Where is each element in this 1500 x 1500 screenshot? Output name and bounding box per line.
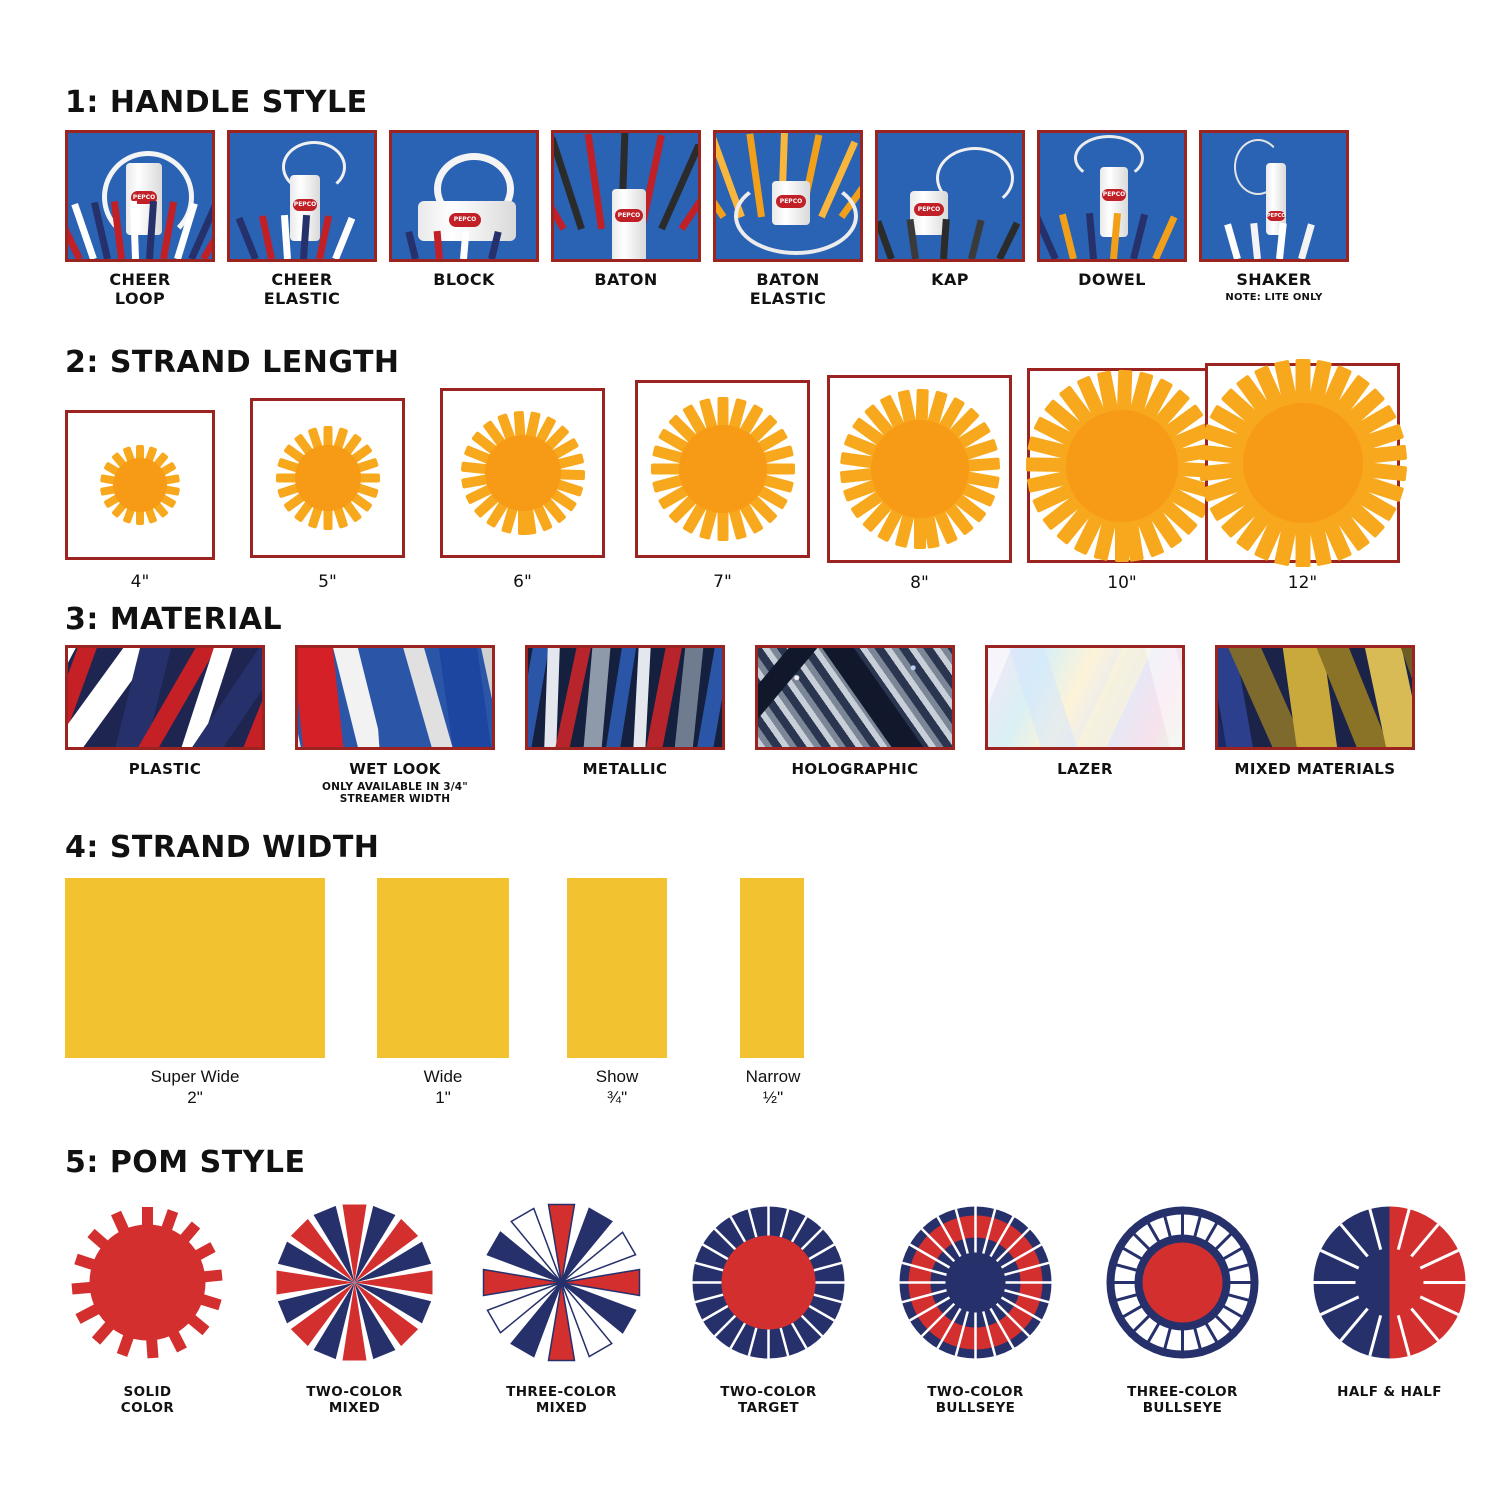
handle-note-shaker: NOTE: LITE ONLY xyxy=(1225,292,1323,303)
shred-pattern xyxy=(985,645,1185,750)
pom-style-label-half-and-half xyxy=(1302,1384,1477,1400)
label-line1: CHEER xyxy=(271,270,333,289)
material-image-mixed-materials xyxy=(1215,645,1415,750)
pom-style-label-three-color-bullseye xyxy=(1095,1384,1270,1416)
width-name: Narrow xyxy=(745,1067,801,1086)
label-line1: BATON xyxy=(756,270,820,289)
strand-length-option-12[interactable] xyxy=(1205,363,1400,593)
handle-label-cheer-elastic xyxy=(227,270,377,308)
handle-style-row xyxy=(65,130,1349,308)
handle-image-baton: PEPCO xyxy=(551,130,701,262)
section-title-material: 3: MATERIAL xyxy=(65,602,283,637)
pom-style-label-two-color-mixed xyxy=(267,1384,442,1416)
label-line1: THREE-COLOR xyxy=(506,1384,617,1400)
label-line2: BULLSEYE xyxy=(935,1400,1016,1416)
material-option-wet-look[interactable] xyxy=(295,645,495,805)
pom-two-color-mixed-svg xyxy=(267,1195,442,1370)
material-option-metallic[interactable] xyxy=(525,645,725,805)
fringe xyxy=(68,201,212,259)
material-label-mixed-materials: MIXED MATERIALS xyxy=(1234,760,1396,778)
handle-label-block: BLOCK xyxy=(433,270,495,289)
pom-style-option-half-and-half[interactable] xyxy=(1302,1195,1477,1400)
pom-core xyxy=(871,420,969,518)
label-line1: TWO-COLOR xyxy=(306,1384,403,1400)
strand-length-option-4[interactable] xyxy=(65,410,215,592)
handle-option-baton[interactable] xyxy=(551,130,701,308)
material-image-holographic xyxy=(755,645,955,750)
handle-label-baton: BATON xyxy=(594,270,658,289)
material-label-lazer: LAZER xyxy=(1057,760,1113,778)
strand-width-label-narrow xyxy=(725,1066,821,1108)
handle-image-baton-elastic: PEPCO xyxy=(713,130,863,262)
pom-style-option-three-color-bullseye[interactable] xyxy=(1095,1195,1270,1416)
label-line1: TWO-COLOR xyxy=(720,1384,817,1400)
section-title-pom-style: 5: POM STYLE xyxy=(65,1145,306,1180)
strand-length-image-4 xyxy=(65,410,215,560)
handle-label-dowel: DOWEL xyxy=(1078,270,1146,289)
pom-core xyxy=(485,435,561,511)
material-image-plastic xyxy=(65,645,265,750)
strand-width-swatch-show[interactable] xyxy=(567,878,667,1058)
label-line2: MIXED xyxy=(328,1400,381,1416)
strand-length-label-12: 12" xyxy=(1287,573,1318,593)
pom-style-label-two-color-bullseye xyxy=(888,1384,1063,1416)
width-size: 1" xyxy=(435,1088,451,1107)
label-line2: TARGET xyxy=(738,1400,799,1416)
pom-half-and-half-svg xyxy=(1302,1195,1477,1370)
handle-label-baton-elastic xyxy=(713,270,863,308)
handle-image-cheer-loop: PEPCO xyxy=(65,130,215,262)
fringe xyxy=(1202,223,1346,259)
label-line1: CHEER xyxy=(109,270,171,289)
handle-image-dowel: PEPCO xyxy=(1037,130,1187,262)
strand-width-label-show xyxy=(567,1066,667,1108)
handle-image-block: PEPCO xyxy=(389,130,539,262)
width-size: ½" xyxy=(762,1088,784,1107)
pom-style-label-solid-color xyxy=(60,1384,235,1416)
material-image-wet-look xyxy=(295,645,495,750)
label-line1: THREE-COLOR xyxy=(1127,1384,1238,1400)
strand-length-option-7[interactable] xyxy=(635,380,810,592)
strand-width-swatch-narrow[interactable] xyxy=(740,878,804,1058)
width-name: Show xyxy=(595,1067,639,1086)
label-line2: MIXED xyxy=(535,1400,588,1416)
strand-length-option-6[interactable] xyxy=(440,388,605,592)
material-image-metallic xyxy=(525,645,725,750)
strand-length-option-5[interactable] xyxy=(250,398,405,592)
fringe xyxy=(230,215,374,259)
pom-style-figure-two-color-bullseye xyxy=(888,1195,1063,1370)
label-line2: ELASTIC xyxy=(749,289,827,308)
pom-style-option-solid-color[interactable] xyxy=(60,1195,235,1416)
section-title-strand-length: 2: STRAND LENGTH xyxy=(65,345,400,380)
strand-length-image-6 xyxy=(440,388,605,558)
label-line2: COLOR xyxy=(120,1400,175,1416)
width-name: Super Wide xyxy=(150,1067,240,1086)
pom-three-color-bullseye-svg xyxy=(1095,1195,1270,1370)
material-option-lazer[interactable] xyxy=(985,645,1185,805)
label-line2: BULLSEYE xyxy=(1142,1400,1223,1416)
pom-core xyxy=(295,445,361,511)
pom-core xyxy=(1066,410,1178,522)
pom-style-figure-half-and-half xyxy=(1302,1195,1477,1370)
strand-length-label-5: 5" xyxy=(318,572,337,592)
pom-style-label-two-color-target xyxy=(681,1384,856,1416)
strand-length-label-4: 4" xyxy=(130,572,150,592)
strand-length-label-7: 7" xyxy=(713,572,732,592)
handle-option-block[interactable] xyxy=(389,130,539,308)
handle-label-kap: KAP xyxy=(931,270,969,289)
pom-style-figure-three-color-bullseye xyxy=(1095,1195,1270,1370)
material-option-holographic[interactable] xyxy=(755,645,955,805)
fringe xyxy=(878,219,1022,259)
strand-length-option-10[interactable] xyxy=(1027,368,1217,593)
strand-length-image-12 xyxy=(1205,363,1400,563)
label-line1: SOLID xyxy=(123,1384,172,1400)
strand-length-image-8 xyxy=(827,375,1012,563)
strand-length-image-7 xyxy=(635,380,810,558)
handle-image-cheer-elastic: PEPCO xyxy=(227,130,377,262)
handle-option-kap[interactable] xyxy=(875,130,1025,308)
shred-pattern xyxy=(1215,645,1415,750)
pom-style-option-two-color-bullseye[interactable] xyxy=(888,1195,1063,1416)
section-title-strand-width: 4: STRAND WIDTH xyxy=(65,830,380,865)
pom-style-label-three-color-mixed xyxy=(474,1384,649,1416)
strand-width-swatch-super-wide[interactable] xyxy=(65,878,325,1058)
material-row xyxy=(65,645,1415,805)
handle-label-cheer-loop xyxy=(65,270,215,308)
material-label-holographic: HOLOGRAPHIC xyxy=(791,760,919,778)
material-option-mixed-materials[interactable] xyxy=(1215,645,1415,805)
label-line1: TWO-COLOR xyxy=(927,1384,1024,1400)
strand-width-swatch-wide[interactable] xyxy=(377,878,509,1058)
shred-pattern xyxy=(65,645,265,750)
handle-option-shaker[interactable] xyxy=(1199,130,1349,308)
strand-length-image-5 xyxy=(250,398,405,558)
pom-style-figure-solid-color xyxy=(60,1195,235,1370)
label-line1: HALF & HALF xyxy=(1337,1384,1442,1400)
pom-style-figure-three-color-mixed xyxy=(474,1195,649,1370)
pom-style-option-two-color-mixed[interactable] xyxy=(267,1195,442,1416)
shred-pattern xyxy=(525,645,725,750)
shred-pattern xyxy=(755,645,955,750)
pom-two-color-bullseye-svg xyxy=(888,1195,1063,1370)
pom-core xyxy=(1243,403,1363,523)
width-size: 2" xyxy=(187,1088,203,1107)
handle-label-shaker: SHAKER xyxy=(1236,270,1312,289)
width-name: Wide xyxy=(423,1067,463,1086)
fringe xyxy=(392,231,536,259)
strand-length-label-8: 8" xyxy=(910,573,929,593)
pom-style-figure-two-color-mixed xyxy=(267,1195,442,1370)
handle-image-kap: PEPCO xyxy=(875,130,1025,262)
material-label-plastic: PLASTIC xyxy=(128,760,202,778)
shred-pattern xyxy=(295,645,495,750)
strand-length-label-10: 10" xyxy=(1107,573,1137,593)
pom-style-option-three-color-mixed[interactable] xyxy=(474,1195,649,1416)
strand-width-label-wide xyxy=(377,1066,509,1108)
handle-image-shaker: PEPCO xyxy=(1199,130,1349,262)
strand-width-label-super-wide xyxy=(65,1066,325,1108)
strand-length-option-8[interactable] xyxy=(827,375,1012,593)
material-option-plastic[interactable] xyxy=(65,645,265,805)
pom-style-option-two-color-target[interactable] xyxy=(681,1195,856,1416)
material-label-wet-look: WET LOOK xyxy=(349,760,441,778)
pom-style-figure-two-color-target xyxy=(681,1195,856,1370)
handle-option-dowel[interactable] xyxy=(1037,130,1187,308)
material-label-metallic: METALLIC xyxy=(582,760,668,778)
material-note-wet-look: ONLY AVAILABLE IN 3/4" STREAMER WIDTH xyxy=(322,781,468,805)
strand-length-label-6: 6" xyxy=(513,572,532,592)
material-image-lazer xyxy=(985,645,1185,750)
pom-solid-svg xyxy=(60,1195,235,1370)
section-title-handle-style: 1: HANDLE STYLE xyxy=(65,85,368,120)
label-line2: ELASTIC xyxy=(263,289,341,308)
width-size: ¾" xyxy=(606,1088,628,1107)
fringe xyxy=(1040,213,1184,259)
pom-three-color-mixed-svg xyxy=(474,1195,649,1370)
strand-length-image-10 xyxy=(1027,368,1217,563)
pom-two-color-target-svg xyxy=(681,1195,856,1370)
label-line2: LOOP xyxy=(114,289,166,308)
pom-core xyxy=(679,425,767,513)
handle-option-cheer-loop[interactable] xyxy=(65,130,215,308)
pom-core xyxy=(113,458,167,512)
handle-option-baton-elastic[interactable] xyxy=(713,130,863,308)
handle-option-cheer-elastic[interactable] xyxy=(227,130,377,308)
